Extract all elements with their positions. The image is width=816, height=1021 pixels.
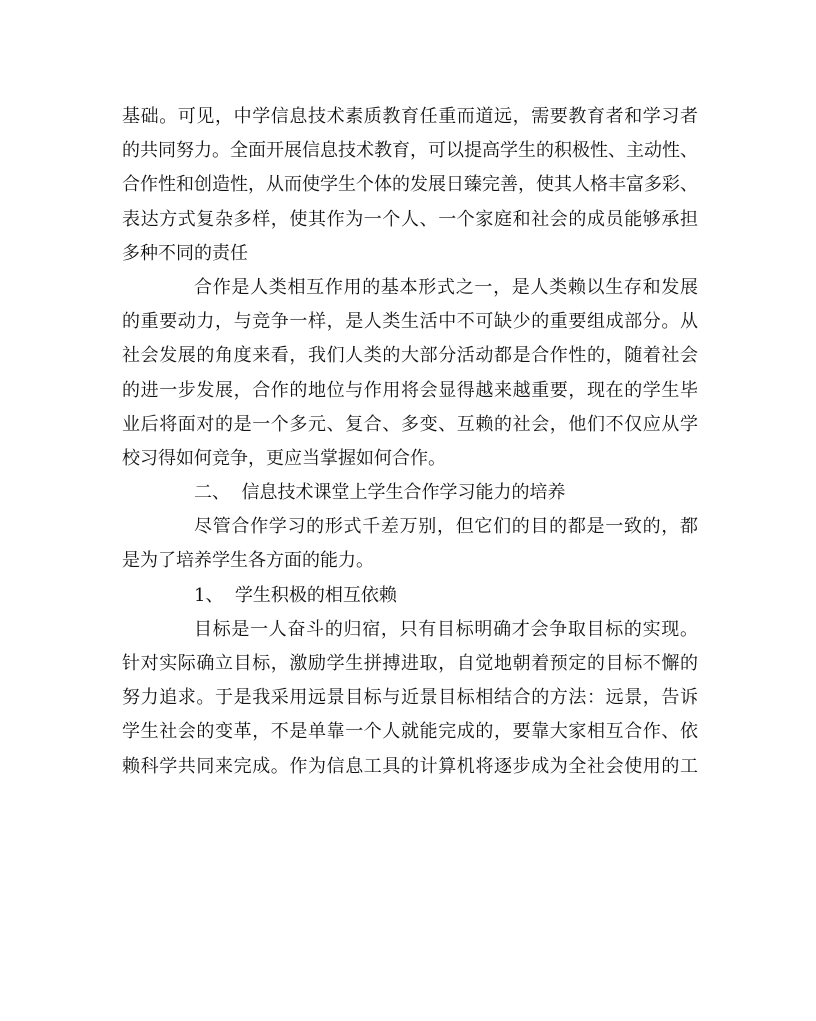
- text-line: 针对实际确立目标，激励学生拼搏进取，自觉地朝着预定的目标不懈的: [122, 653, 698, 674]
- text-line: 赖科学共同来完成。作为信息工具的计算机将逐步成为全社会使用的工: [122, 755, 698, 777]
- paragraph-first-line: 目标是一人奋斗的归宿，只有目标明确才会争取目标的实现。: [194, 618, 698, 640]
- text-line: 基础。可见，中学信息技术素质教育任重而道远，需要教育者和学习者: [122, 106, 698, 127]
- text-line: 的进一步发展，合作的地位与作用将会显得越来越重要，现在的学生毕: [122, 379, 698, 401]
- text-line: 的重要动力，与竞争一样，是人类生活中不可缺少的重要组成部分。从: [122, 311, 698, 333]
- document-body: [122, 100, 698, 784]
- text-line: 业后将面对的是一个多元、复合、多变、互赖的社会，他们不仅应从学: [122, 413, 698, 435]
- text-line: 的共同努力。全面开展信息技术教育，可以提高学生的积极性、主动性、: [122, 140, 698, 162]
- text-line: 学生社会的变革，不是单靠一个人就能完成的，要靠大家相互合作、依: [122, 721, 698, 743]
- text-line: 多种不同的责任: [122, 242, 248, 264]
- paragraph-first-line: 尽管合作学习的形式千差万别，但它们的目的都是一致的，都: [194, 516, 698, 538]
- section-heading: 二、 信息技术课堂上学生合作学习能力的培养: [194, 482, 566, 504]
- text-line: 表达方式复杂多样，使其作为一个人、一个家庭和社会的成员能够承担: [122, 208, 698, 230]
- text-line: 社会发展的角度来看，我们人类的大部分活动都是合作性的，随着社会: [122, 345, 698, 367]
- text-line: 努力追求。于是我采用远景目标与近景目标相结合的方法：远景，告诉: [122, 687, 698, 709]
- text-line: 是为了培养学生各方面的能力。: [122, 550, 374, 572]
- text-line: 合作性和创造性，从而使学生个体的发展日臻完善，使其人格丰富多彩、: [122, 174, 698, 196]
- text-line: 校习得如何竞争，更应当掌握如何合作。: [122, 447, 446, 469]
- paragraph-first-line: 合作是人类相互作用的基本形式之一，是人类赖以生存和发展: [194, 276, 698, 298]
- subsection-heading: 1、 学生积极的相互依赖: [194, 584, 397, 606]
